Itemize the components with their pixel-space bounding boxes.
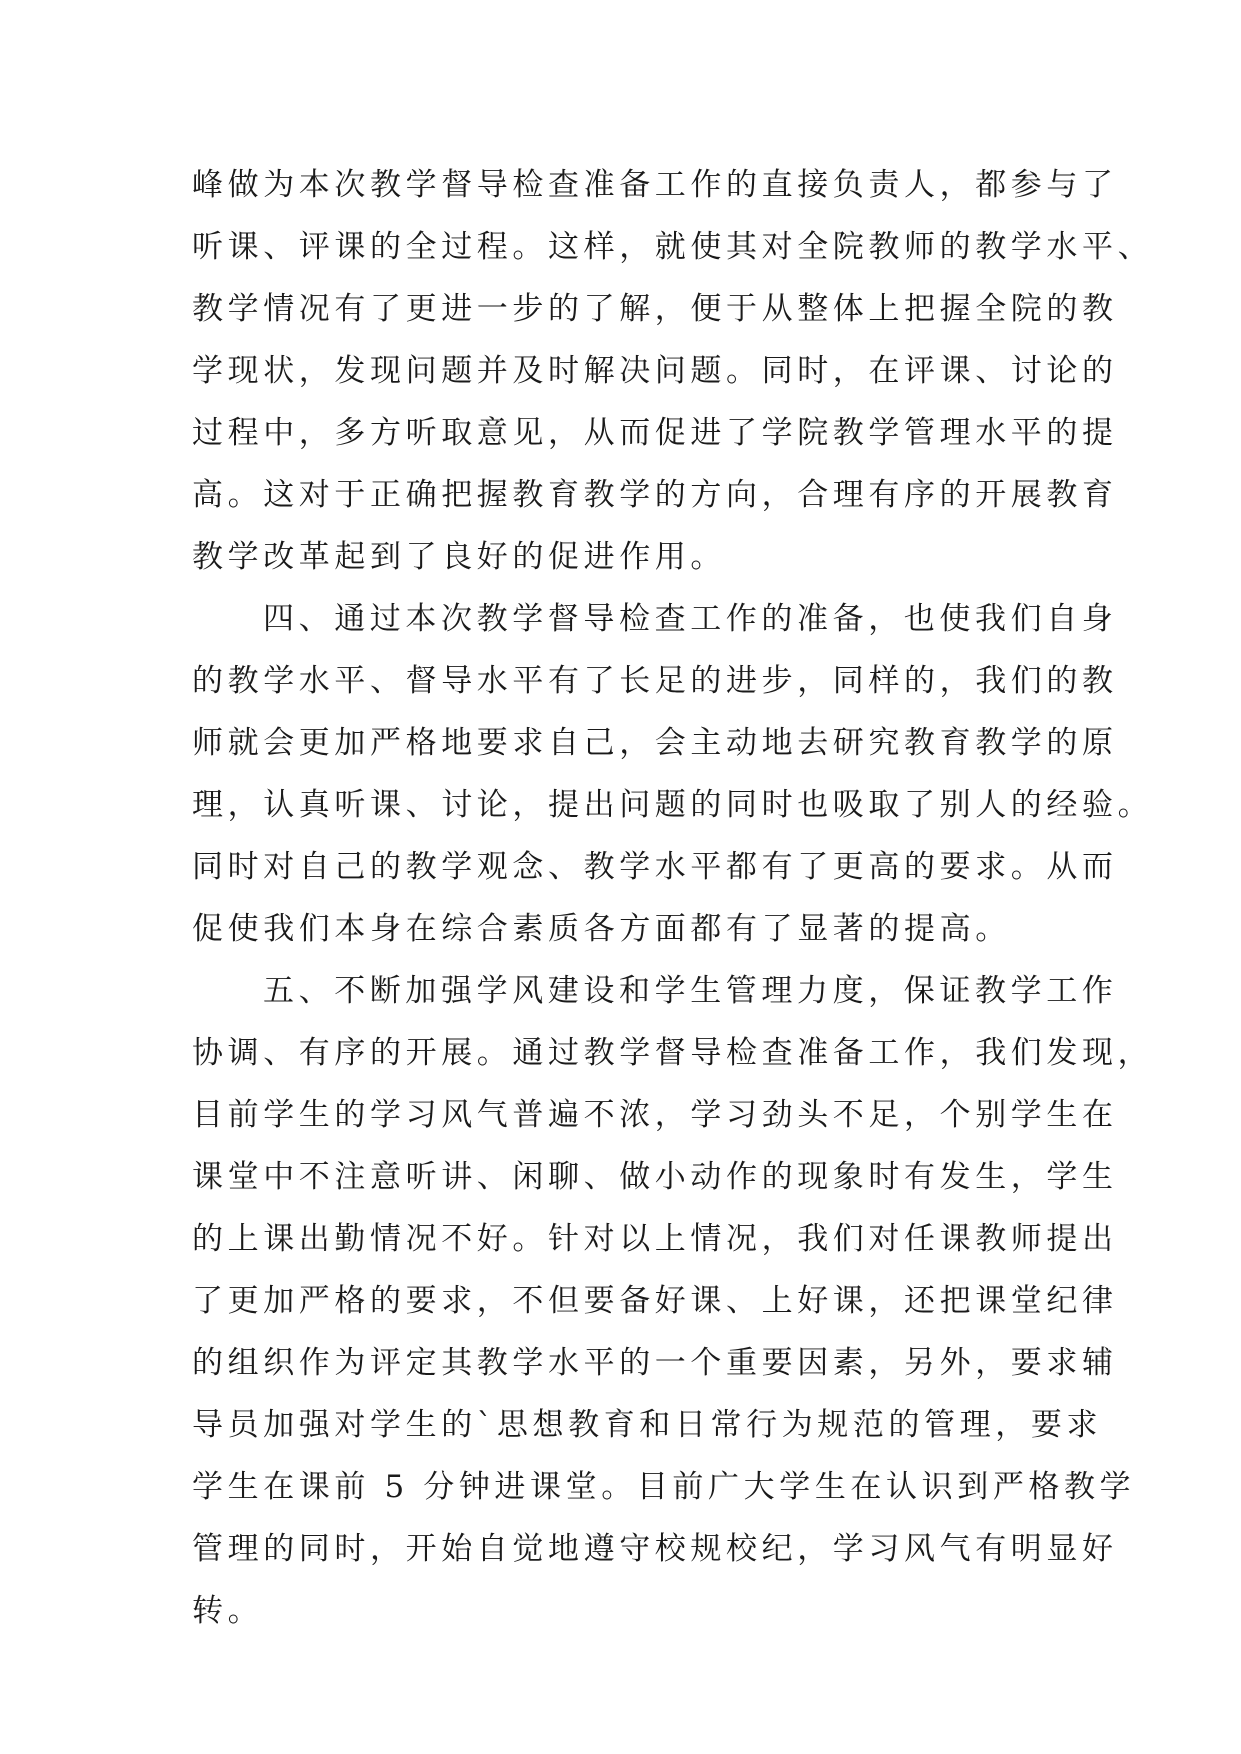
paragraph-first-line: 五、不断加强学风建设和学生管理力度，保证教学工作 [263,973,1118,1009]
paragraph-line: 教学改革起到了良好的促进作用。 [192,539,726,575]
paragraph-line: 转。 [192,1593,264,1629]
paragraph-line: 过程中，多方听取意见，从而促进了学院教学管理水平的提 [192,415,1118,451]
paragraph-line: 了更加严格的要求，不但要备好课、上好课，还把课堂纪律 [192,1283,1118,1319]
paragraph-line: 课堂中不注意听讲、闲聊、做小动作的现象时有发生，学生 [192,1159,1118,1195]
paragraph-line: 听课、评课的全过程。这样，就使其对全院教师的教学水平、 [192,229,1154,265]
paragraph-line: 高。这对于正确把握教育教学的方向，合理有序的开展教育 [192,477,1118,513]
paragraph-line: 教学情况有了更进一步的了解，便于从整体上把握全院的教 [192,291,1118,327]
paragraph-line: 学现状，发现问题并及时解决问题。同时，在评课、讨论的 [192,353,1118,389]
paragraph-line: 协调、有序的开展。通过教学督导检查准备工作，我们发现， [192,1035,1154,1071]
paragraph-line: 峰做为本次教学督导检查准备工作的直接负责人，都参与了 [192,167,1118,203]
paragraph-line: 目前学生的学习风气普遍不浓，学习劲头不足，个别学生在 [192,1097,1118,1133]
document-body [192,154,1154,1642]
paragraph-first-line: 四、通过本次教学督导检查工作的准备，也使我们自身 [263,601,1118,637]
paragraph-line: 的教学水平、督导水平有了长足的进步，同样的，我们的教 [192,663,1118,699]
paragraph-line: 的上课出勤情况不好。针对以上情况，我们对任课教师提出 [192,1221,1118,1257]
paragraph-5 [192,960,1154,1642]
paragraph-line: 师就会更加严格地要求自己，会主动地去研究教育教学的原 [192,725,1118,761]
paragraph-line: 理，认真听课、讨论，提出问题的同时也吸取了别人的经验。 [192,787,1154,823]
paragraph-line: 管理的同时，开始自觉地遵守校规校纪，学习风气有明显好 [192,1531,1118,1567]
paragraph-line: 同时对自己的教学观念、教学水平都有了更高的要求。从而 [192,849,1118,885]
paragraph-line: 促使我们本身在综合素质各方面都有了显著的提高。 [192,911,1011,947]
paragraph-line: 导员加强对学生的`思想教育和日常行为规范的管理，要求 [192,1407,1103,1443]
paragraph-line: 的组织作为评定其教学水平的一个重要因素，另外，要求辅 [192,1345,1118,1381]
paragraph-3-continued [192,154,1154,588]
paragraph-4 [192,588,1154,960]
paragraph-line: 学生在课前 5 分钟进课堂。目前广大学生在认识到严格教学 [192,1469,1136,1505]
